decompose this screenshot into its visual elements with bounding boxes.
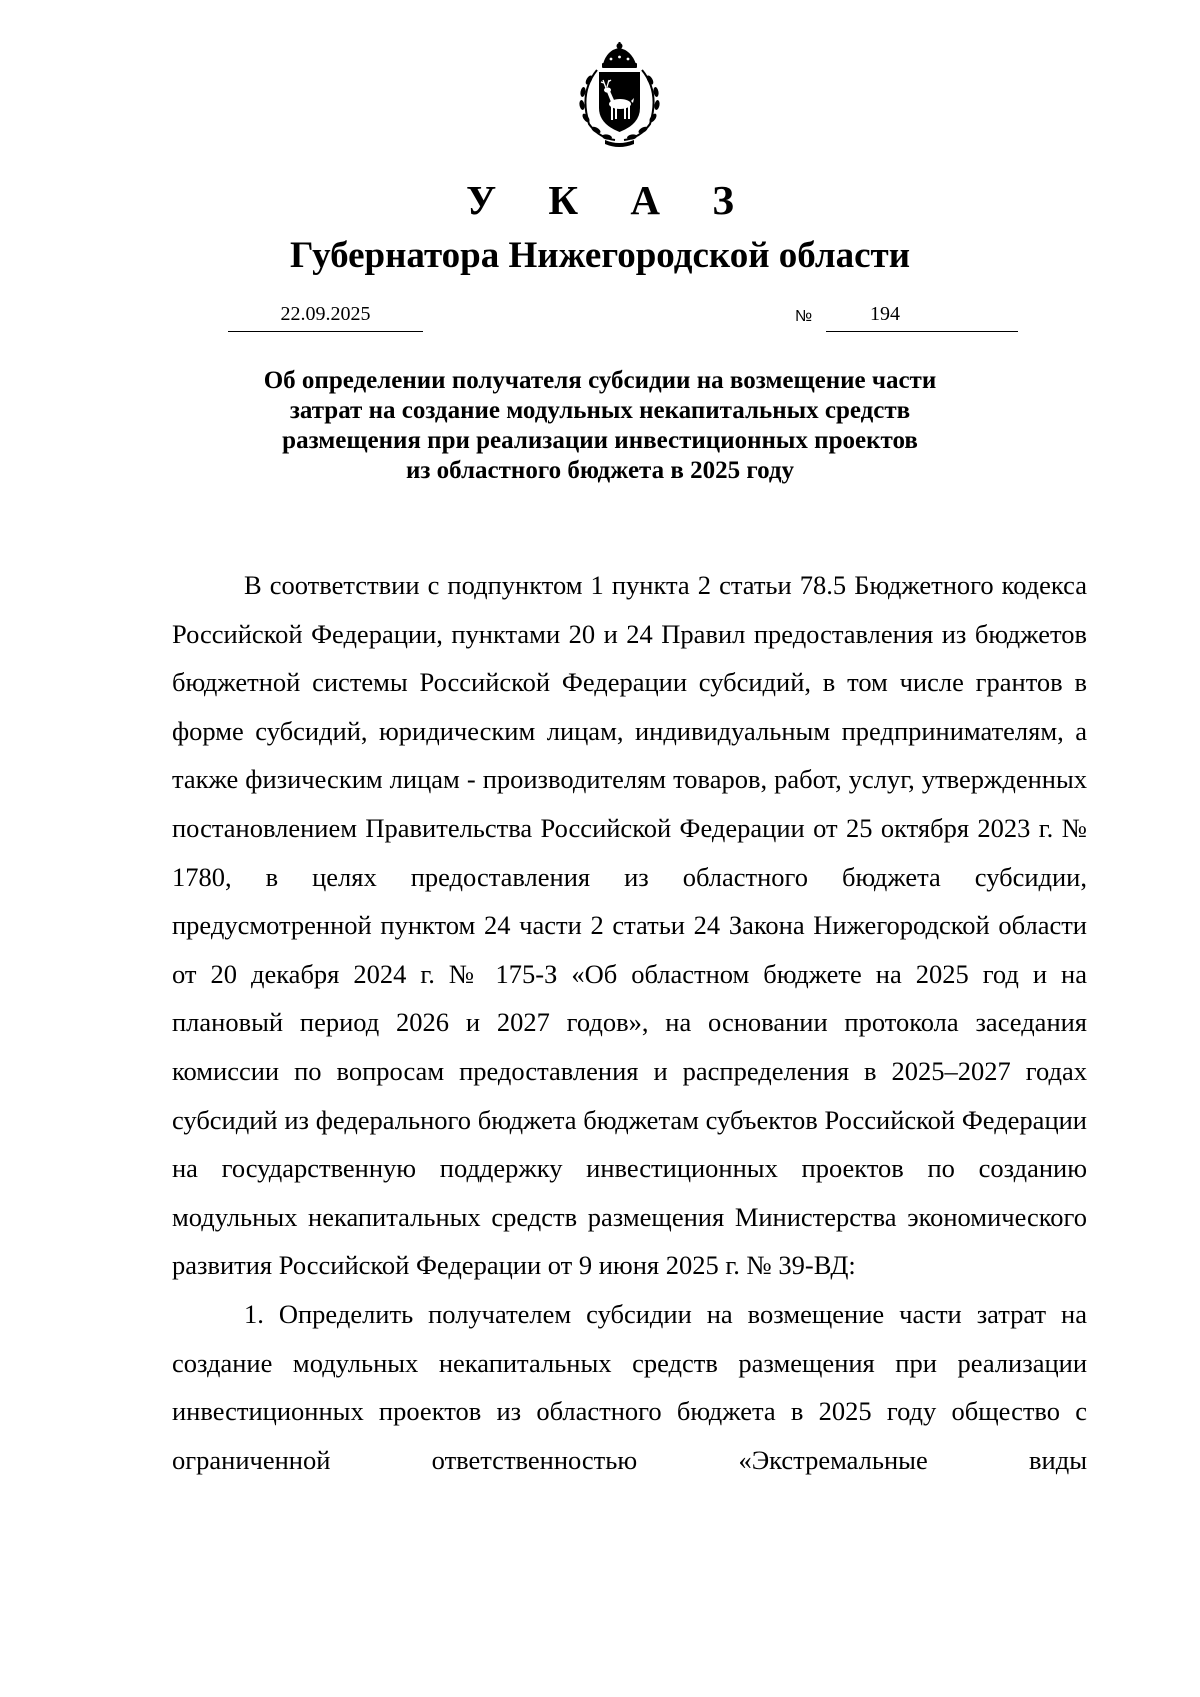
coat-of-arms-icon	[567, 42, 672, 148]
preamble-paragraph: В соответствии с подпунктом 1 пункта 2 статьи 78.5 Бюджетного кодекса Российской Федерации, пунктами 20 и 24 Правил предоставления из бюджетов бюджетной системы Российской Федерации субсидий, в том числе грантов в форме субсидий, юридическим лицам, индивидуальным предпринимателям, а также физическим лицам - производителям товаров, работ, услуг, утвержденных постановлением Правительства Российской Федерации от 25 октября 2023 г. № 1780, в целях предоставления из областного бюджета субсидии, предусмотренной пунктом 24 части 2 статьи 24 Закона Нижегородской области от 20 декабря 2024 г. № 175-З «Об областном бюджете на 2025 год и на плановый период 2026 и 2027 годов», на основании протокола заседания комиссии по вопросам предоставления и распределения в 2025–2027 годах субсидий из федерального бюджета бюджетам субъектов Российской Федерации на государственную поддержку инвестиционных проектов по созданию модульных некапитальных средств размещения Министерства экономического развития Российской Федерации от 9 июня 2025 г. № 39-ВД:	[172, 570, 1087, 1281]
number-sign: №	[795, 308, 813, 325]
title-line: из областного бюджета в 2025 году	[405, 457, 795, 484]
document-date: 22.09.2025	[228, 301, 423, 332]
document-number: 194	[870, 303, 900, 325]
issuer-heading: Губернатора Нижегородской области	[289, 235, 911, 276]
document-title	[0, 366, 1200, 486]
title-line: размещения при реализации инвестиционных проектов	[282, 427, 918, 454]
clause-1-paragraph: 1. Определить получателем субсидии на возмещение части затрат на создание модульных некапитальных средств размещения при реализации инвестиционных проектов из областного бюджета в 2025 году общество с ограниченной ответственностью «Экстремальные виды	[172, 1298, 1087, 1475]
document-number-field	[826, 301, 1018, 332]
document-type-heading: У К А З	[466, 177, 755, 223]
title-line: затрат на создание модульных некапитальных средств	[289, 397, 911, 424]
document-body	[172, 561, 1087, 1484]
title-line: Об определении получателя субсидии на возмещение части	[263, 367, 937, 394]
